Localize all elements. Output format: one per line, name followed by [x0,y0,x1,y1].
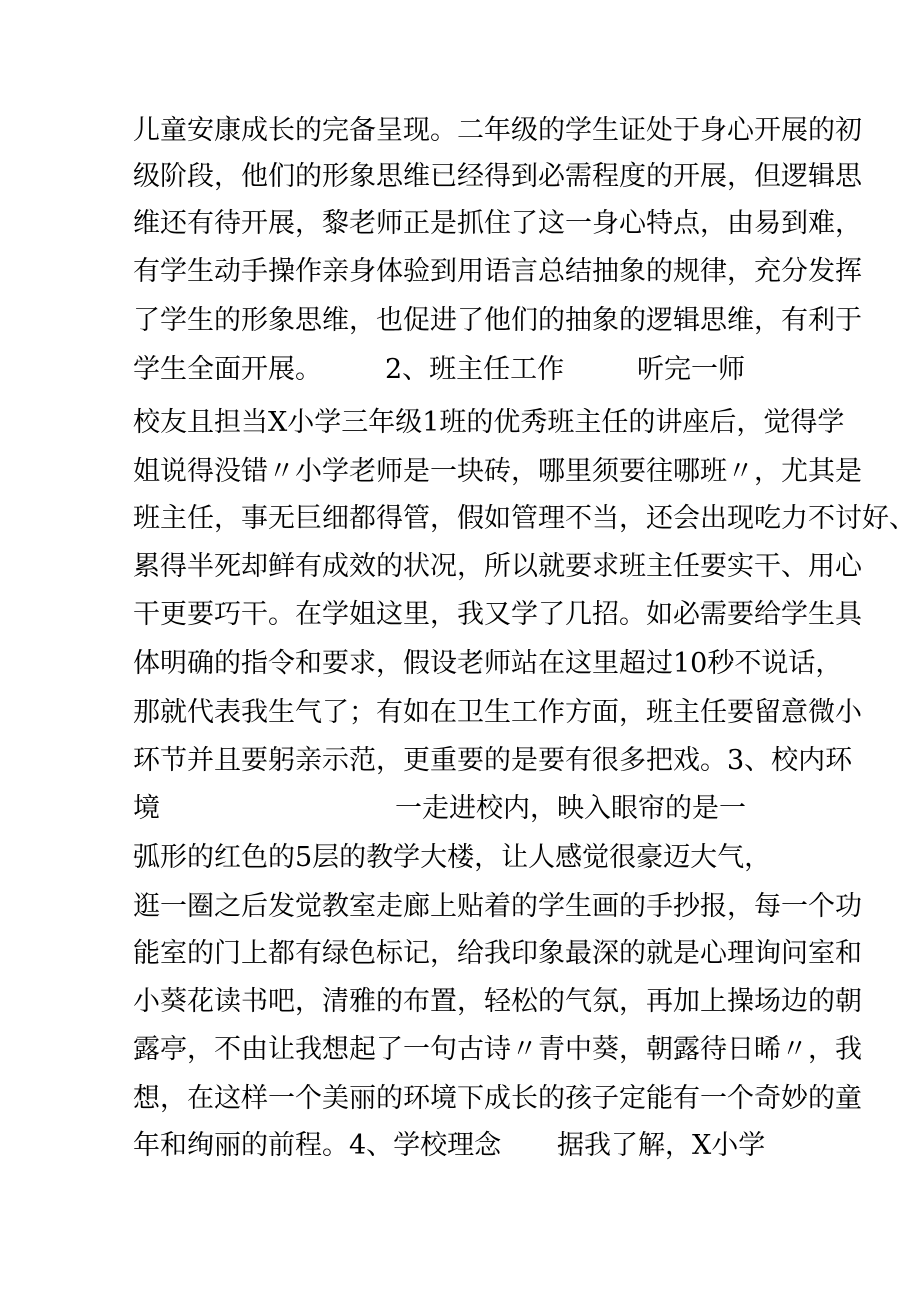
text-segment: 境 [133,793,160,824]
text-line: 了学生的形象思维，也促进了他们的抽象的逻辑思维，有利于 [133,305,862,336]
text-line: 弧形的红色的5层的教学大楼，让人感觉很豪迈大气， [133,842,772,873]
text-segment: 听完一师 [637,354,745,385]
text-line: 累得半死却鲜有成效的状况，所以就要求班主任要实干、用心 [133,551,862,582]
text-line: 班主任，事无巨细都得管，假如管理不当，还会出现吃力不讨好、 [133,503,916,534]
text-line: 小葵花读书吧，清雅的布置，轻松的气氛，再加上操场边的朝 [133,986,862,1017]
text-segment: 一走进校内，映入眼帘的是一 [395,793,746,824]
text-line: 姐说得没错〃小学老师是一块砖，哪里须要往哪班〃，尤其是 [133,456,862,487]
text-line: 露亭，不由让我想起了一句古诗〃青中葵，朝露待日晞〃，我 [133,1034,862,1065]
text-line: 想，在这样一个美丽的环境下成长的孩子定能有一个奇妙的童 [133,1083,862,1114]
text-line: 环节并且要躬亲示范，更重要的是要有很多把戏。3、校内环 [133,745,853,776]
text-segment: 学生全面开展。 [133,354,322,385]
text-line: 能室的门上都有绿色标记，给我印象最深的就是心理询问室和 [133,938,862,969]
section-heading-class-teacher: 2、班主任工作 [385,354,565,385]
text-line: 体明确的指令和要求，假设老师站在这里超过10秒不说话， [133,648,843,679]
text-line: 维还有待开展，黎老师正是抓住了这一身心特点，由易到难， [133,208,862,239]
text-line: 儿童安康成长的完备呈现。二年级的学生证处于身心开展的初 [133,115,862,146]
text-line: 逛一圈之后发觉教室走廊上贴着的学生画的手抄报，每一个功 [133,891,862,922]
text-segment: 年和绚丽的前程。4、学校理念 [133,1130,502,1161]
text-line: 干更要巧干。在学姐这里，我又学了几招。如必需要给学生具 [133,599,862,630]
text-line: 有学生动手操作亲身体验到用语言总结抽象的规律，充分发挥 [133,256,862,287]
text-line: 级阶段，他们的形象思维已经得到必需程度的开展，但逻辑思 [133,161,862,192]
text-line: 那就代表我生气了；有如在卫生工作方面，班主任要留意微小 [133,697,862,728]
text-segment: 据我了解，X小学 [557,1130,766,1161]
text-line: 校友且担当X小学三年级1班的优秀班主任的讲座后，觉得学 [133,407,845,438]
